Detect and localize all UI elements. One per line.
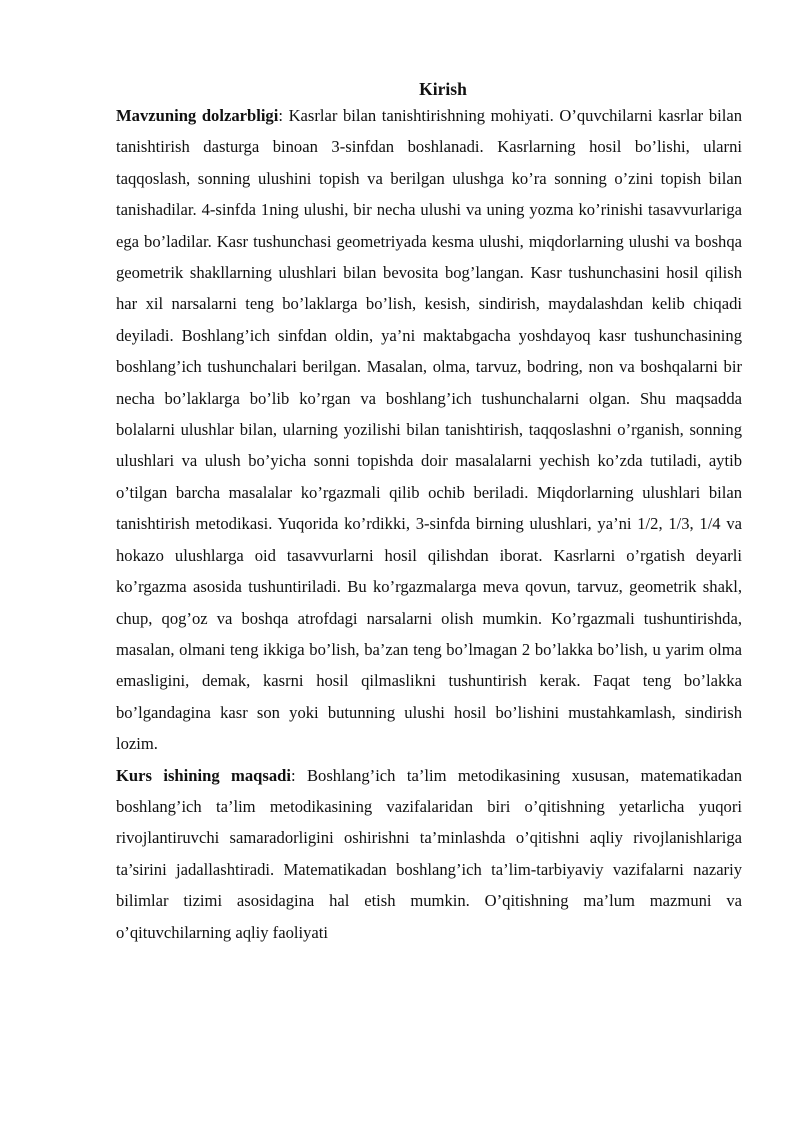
paragraph-goal [116,760,742,948]
document-page [116,78,742,948]
paragraph-text: Kasrlar bilan tanishtirishning mohiyati. O’quvchilarni kasrlar bilan tanishtirish dasturga binoan 3-sinfdan boshlanadi. Kasrlarning hosil bo’lishi, ularni taqqoslash, sonning ulushini topish va berilgan ulushga ko’ra sonning o’zini topish bilan tanishadilar. 4-sinfda 1ning ulushi, bir necha ulushi va uning yozma ko’rinishi tasavvurlariga ega bo’ladilar. Kasr tushunchasi geometriyada kesma ulushi, miqdorlarning ulushi va boshqa geometrik shakllarning ulushlari bilan bevosita bog’langan. Kasr tushunchasini hosil qilish har xil narsalarni teng bo’laklarga bo’lish, kesish, sindirish, maydalashdan kelib chiqadi deyiladi. Boshlang’ich sinfdan oldin, ya’ni maktabgacha yoshdayoq kasr tushunchasining boshlang’ich tushunchalari berilgan. Masalan, olma, tarvuz, bodring, non va boshqalarni bir necha bo’laklarga bo’lib ko’rgan va boshlang’ich tushunchalarni olgan. Shu maqsadda bolalarni ulushlar bilan, ularning yozilishi bilan tanishtirish, taqqoslashni o’rganish, sonning ulushlari va ulush bo’yicha sonni topishda doir masalalarni yechish ko’zda tutiladi, aytib o’tilgan barcha masalalar ko’rgazmali qilib ochib beriladi. Miqdorlarning ulushlari bilan tanishtirish metodikasi. Yuqorida ko’rdikki, 3-sinfda birning ulushlari, ya’ni 1/2, 1/3, 1/4 va hokazo ulushlarga oid tasavvurlarni hosil qilishdan iborat. Kasrlarni o’rgatish deyarli ko’rgazma asosida tushuntiriladi. Bu ko’rgazmalarga meva qovun, tarvuz, geometrik shakl, chup, qog’oz va boshqa atrofdagi narsalarni olish mumkin. Ko’rgazmali tushuntirishda, masalan, olmani teng ikkiga bo’lish, ba’zan teng bo’lmagan 2 bo’lakka bo’lish, u yarim olma emasligini, demak, kasrni hosil qilmaslikni tushuntirish kerak. Faqat teng bo’lakka bo’lgandagina kasr son yoki butunning ulushi hosil bo’lishini mustahkamlash, sindirish lozim. [116,106,742,754]
paragraph-lead: Kurs ishining maqsadi [116,765,291,785]
paragraph-separator: : [278,106,289,125]
paragraph-text: Boshlang’ich ta’lim metodikasining xususan, matematikadan boshlang’ich ta’lim metodikasining vazifalaridan biri o’qitishning yetarlicha yuqori rivojlantiruvchi samaradorligini oshirishni ta’minlashda o’qitishni aqliy rivojlanishlariga ta’sirini jadallashtiradi. Matematikadan boshlang’ich ta’lim-tarbiyaviy vazifalarni nazariy bilimlar tizimi asosidagina hal etish mumkin. O’qitishning ma’lum mazmuni va o’qituvchilarning aqliy faoliyati [116,765,742,942]
paragraph-lead: Mavzuning dolzarbligi [116,106,279,125]
paragraph-relevance [116,100,742,760]
paragraph-separator: : [290,765,307,785]
document-title: Kirish [419,79,467,99]
